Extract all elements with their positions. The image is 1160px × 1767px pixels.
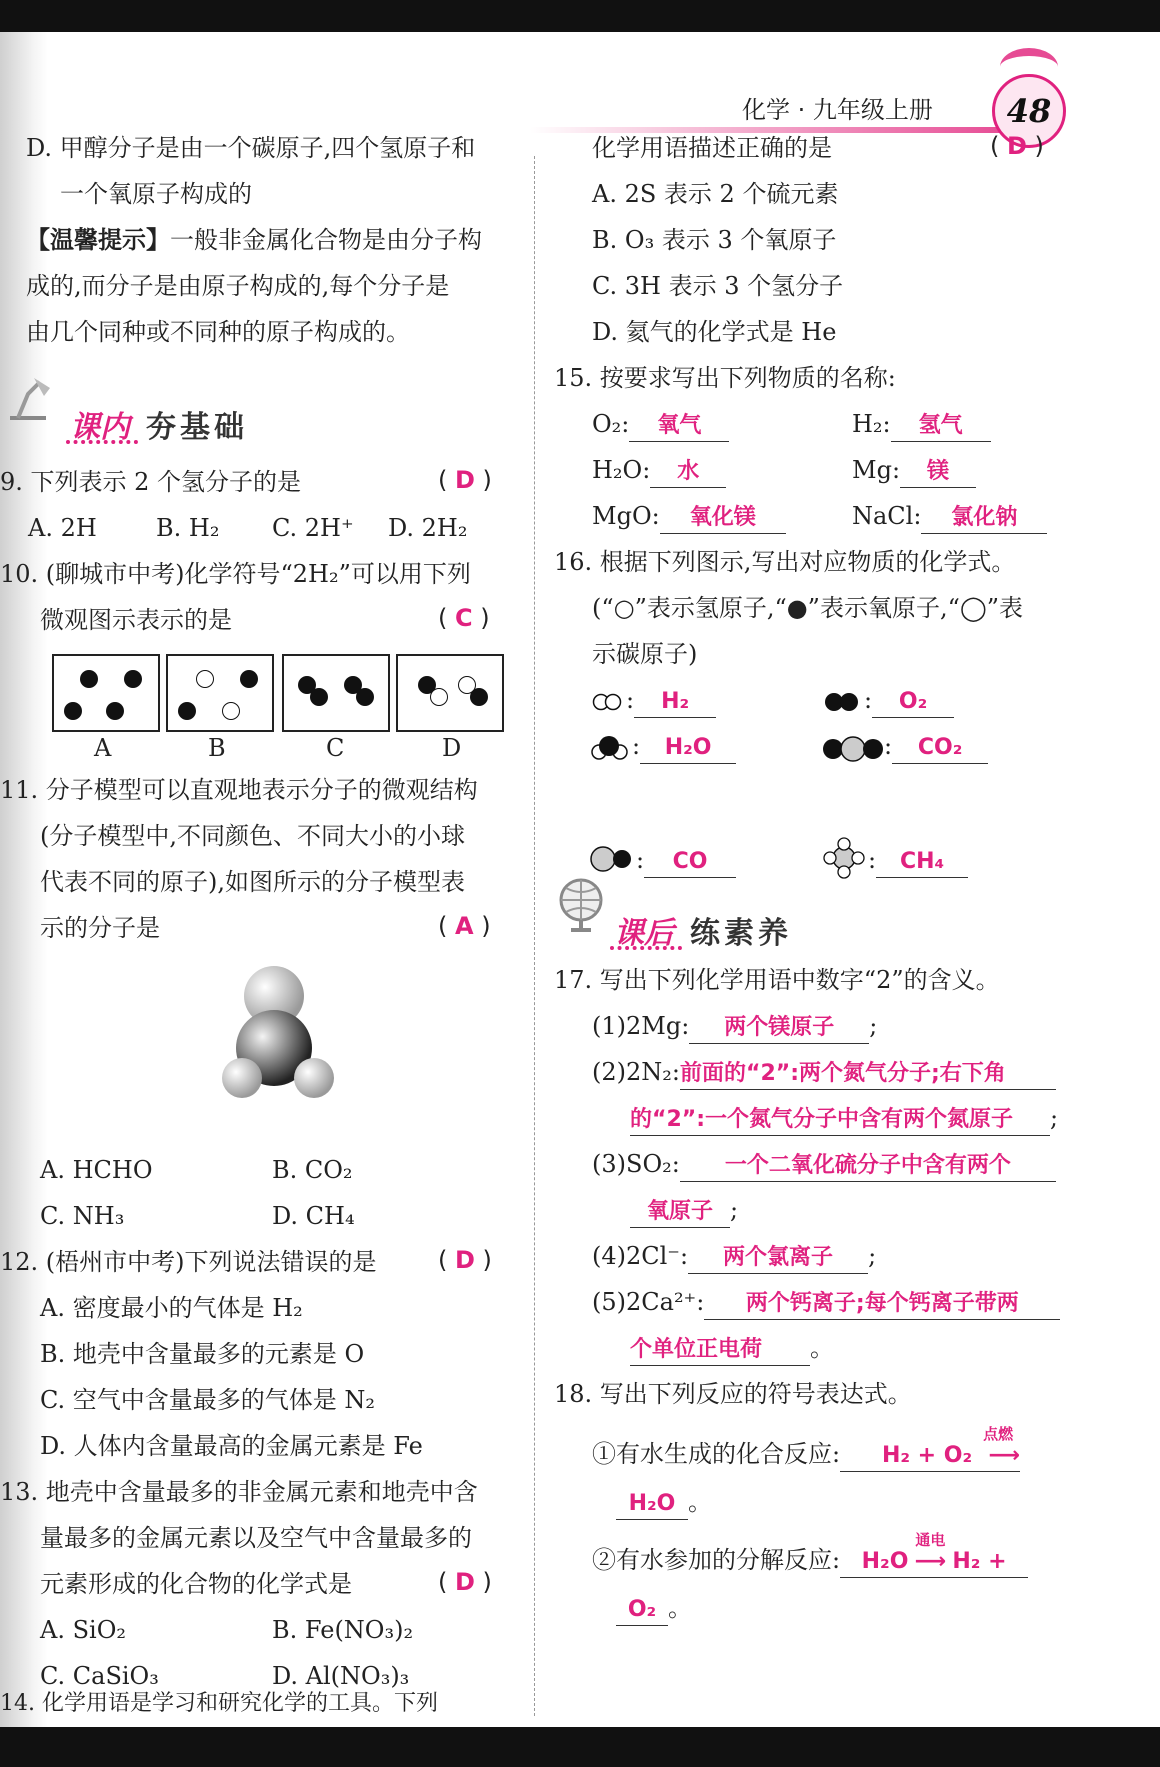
q11-line4: 示的分子是: [40, 914, 160, 942]
q9-answer-bracket: ( D ): [438, 466, 492, 494]
q18-stem: 18. 写出下列反应的符号表达式。: [554, 1380, 912, 1408]
q12-option-b: B. 地壳中含量最多的元素是 O: [40, 1340, 365, 1368]
q15-item-nacl: [852, 500, 1047, 534]
q18-reaction1-line2: [616, 1486, 712, 1520]
q9-option-b: B. H₂: [156, 514, 220, 542]
model-ch4: [822, 836, 866, 880]
q11-answer-bracket: ( A ): [438, 912, 491, 940]
q16-answer-co: CO: [644, 847, 736, 878]
q17-p5-end: 。: [810, 1334, 834, 1362]
q10-label-b: B: [208, 734, 226, 762]
q15-label-mg: Mg:: [852, 456, 901, 484]
q15-label-mgo: MgO:: [592, 502, 660, 530]
model-co: [590, 846, 634, 872]
section2-title-b: 练素养: [690, 916, 792, 951]
q9-option-c: C. 2H⁺: [272, 514, 354, 542]
q16-row2-right: : CO₂: [884, 730, 988, 764]
workbook-page: [0, 32, 1160, 1727]
q18-r1-label: ①有水生成的化合反应:: [592, 1440, 841, 1468]
section2-title-a: 课后: [614, 916, 674, 951]
molecule-model-figure: [214, 962, 344, 1102]
globe-icon: [556, 876, 606, 934]
tip-line3: 由几个同种或不同种的原子构成的。: [26, 318, 410, 346]
q15-item-mg: [852, 454, 976, 488]
q16-answer-o2: O₂: [872, 687, 954, 718]
q11-answer: A: [455, 912, 474, 940]
q10-line2: 微观图示表示的是: [40, 606, 232, 634]
q12-option-a: A. 密度最小的气体是 H₂: [40, 1294, 303, 1322]
q14-line1: 14. 化学用语是学习和研究化学的工具。下列: [0, 1691, 438, 1716]
section1-title-b: 夯基础: [146, 410, 248, 445]
q17-p3-answer1: 一个二氧化硫分子中含有两个: [680, 1151, 1056, 1182]
model-h2o: [590, 732, 630, 762]
q16-row3-right: : CH₄: [868, 844, 968, 878]
q18-reaction2-line1: [592, 1531, 1028, 1578]
tip-line2: 成的,而分子是由原子构成的,每个分子是: [26, 272, 450, 300]
q16-row2-left: : H₂O: [632, 730, 736, 764]
q17-p4-answer: 两个氯离子: [688, 1243, 868, 1274]
q18-r2-condition: 通电: [915, 1531, 946, 1549]
q18-r2-answer2: O₂: [616, 1595, 668, 1626]
q18-r1-answer2: H₂O: [616, 1489, 688, 1520]
q16-answer-ch4: CH₄: [876, 847, 968, 878]
q17-p5-answer1: 两个钙离子;每个钙离子带两: [704, 1289, 1060, 1320]
q17-part4: [592, 1240, 876, 1274]
q17-p5-answer2: 个单位正电荷: [630, 1335, 810, 1366]
q16-answer-h2o: H₂O: [640, 733, 736, 764]
q17-p1-end: ;: [869, 1012, 878, 1040]
q13-option-d: D. Al(NO₃)₃: [272, 1662, 410, 1690]
q17-part3-line2: [630, 1194, 738, 1228]
q17-p1-label: (1)2Mg:: [592, 1012, 690, 1040]
q10-diagram-d: [396, 654, 504, 732]
q16-answer-h2: H₂: [634, 687, 716, 718]
q17-p3-answer2: 氧原子: [630, 1197, 730, 1228]
q16-line2: (“○”表示氢原子,“●”表示氧原子,“◯”表: [592, 594, 1023, 622]
q14-option-d: D. 氦气的化学式是 He: [592, 318, 837, 346]
q17-part2-line2: [630, 1102, 1058, 1136]
q18-r2-end: 。: [668, 1594, 692, 1622]
q15-answer-mgo: 氧化镁: [660, 503, 786, 534]
q15-item-h2o: [592, 454, 726, 488]
q18-r2-label: ②有水参加的分解反应:: [592, 1546, 841, 1574]
q18-reaction1-line1: [592, 1425, 1021, 1472]
q17-p2-end: ;: [1050, 1104, 1059, 1132]
q18-r2-arrow: 通电 ⟶: [908, 1547, 952, 1577]
q15-item-mgo: [592, 500, 786, 534]
q15-answer-mg: 镁: [900, 457, 976, 488]
q17-p2-label: (2)2N₂:: [592, 1058, 680, 1086]
section1-dots: [66, 440, 138, 444]
q18-r1-condition: 点燃: [983, 1425, 1014, 1443]
q18-r1-fill: [840, 1425, 1021, 1472]
q13-line2: 量最多的金属元素以及空气中含量最多的: [40, 1524, 472, 1552]
tip-line1: [26, 224, 482, 256]
q16-line3: 示碳原子): [592, 640, 698, 668]
q10-label-d: D: [442, 734, 462, 762]
q9-stem: 9. 下列表示 2 个氢分子的是: [0, 468, 302, 496]
q17-p4-end: ;: [868, 1242, 877, 1270]
q13-option-a: A. SiO₂: [40, 1616, 127, 1644]
q10-diagram-a: [52, 654, 160, 732]
q18-reaction2-line2: [616, 1592, 692, 1626]
q14-option-c: C. 3H 表示 3 个氢分子: [592, 272, 844, 300]
q15-item-o2: [592, 408, 729, 442]
q8-option-d-line2: 一个氧原子构成的: [60, 180, 252, 208]
q18-r2-fill: [840, 1531, 1028, 1578]
q18-r1-end: 。: [688, 1488, 712, 1516]
badge-swoosh: [1000, 48, 1058, 86]
q12-option-c: C. 空气中含量最多的气体是 N₂: [40, 1386, 376, 1414]
model-co2: [822, 736, 884, 762]
q11-option-d: D. CH₄: [272, 1202, 355, 1230]
q9-option-d: D. 2H₂: [388, 514, 468, 542]
q15-answer-h2o: 水: [650, 457, 726, 488]
q15-stem: 15. 按要求写出下列物质的名称:: [554, 364, 896, 392]
q16-row1-right: : O₂: [864, 684, 954, 718]
q9-answer: D: [455, 466, 475, 494]
q8-option-d-line1: D. 甲醇分子是由一个碳原子,四个氢原子和: [26, 134, 476, 162]
q17-part5-line2: [630, 1332, 834, 1366]
q15-answer-nacl: 氯化钠: [921, 503, 1047, 534]
q13-answer: D: [455, 1568, 475, 1596]
q14-line2: 化学用语描述正确的是: [592, 134, 832, 162]
q17-p4-label: (4)2Cl⁻:: [592, 1242, 689, 1270]
q17-part5-line1: [592, 1286, 1060, 1320]
q15-label-h2: H₂:: [852, 410, 891, 438]
q13-option-c: C. CaSiO₃: [40, 1662, 159, 1690]
q17-p1-answer: 两个镁原子: [689, 1013, 869, 1044]
q10-diagram-b: [166, 654, 274, 732]
q17-part1: [592, 1010, 877, 1044]
q12-answer-bracket: ( D ): [438, 1246, 492, 1274]
q10-diagram-c: [282, 654, 390, 732]
q11-line1: 11. 分子模型可以直观地表示分子的微观结构: [0, 776, 478, 804]
q14-option-a: A. 2S 表示 2 个硫元素: [592, 180, 839, 208]
q15-answer-h2: 氢气: [891, 411, 991, 442]
model-o2: [824, 692, 864, 712]
q14-answer: D: [1007, 132, 1027, 160]
q17-part3-line1: [592, 1148, 1056, 1182]
q11-line3: 代表不同的原子),如图所示的分子模型表: [40, 868, 465, 896]
q17-p5-label: (5)2Ca²⁺:: [592, 1288, 705, 1316]
section1-title-a: 课内: [70, 410, 130, 445]
q12-stem: 12. (梧州市中考)下列说法错误的是: [0, 1248, 377, 1276]
q17-p2-answer2: 的“2”:一个氮气分子中含有两个氮原子: [630, 1105, 1050, 1136]
q17-p2-answer1: 前面的“2”:两个氮气分子;右下角: [680, 1059, 1056, 1090]
q11-line2: (分子模型中,不同颜色、不同大小的小球: [40, 822, 465, 850]
q18-r1-arrow: 点燃 ⟶: [976, 1441, 1020, 1471]
tip-label: 【温馨提示】: [26, 225, 170, 254]
book-title: 化学 · 九年级上册: [742, 96, 933, 124]
q9-option-a: A. 2H: [28, 514, 97, 542]
q15-answer-o2: 氧气: [629, 411, 729, 442]
q14-answer-bracket: ( D ): [990, 132, 1044, 160]
q10-answer: C: [455, 604, 473, 632]
q16-line1: 16. 根据下列图示,写出对应物质的化学式。: [554, 548, 1016, 576]
q11-option-c: C. NH₃: [40, 1202, 125, 1230]
section2-dots: [610, 946, 682, 950]
q11-option-a: A. HCHO: [40, 1156, 153, 1184]
q12-option-d: D. 人体内含量最高的金属元素是 Fe: [40, 1432, 423, 1460]
q16-answer-co2: CO₂: [892, 733, 988, 764]
q10-label-a: A: [94, 734, 112, 762]
q10-answer-bracket: ( C ): [438, 604, 490, 632]
q17-p3-label: (3)SO₂:: [592, 1150, 680, 1178]
q10-label-c: C: [326, 734, 345, 762]
lamp-icon: [4, 374, 52, 422]
q15-label-nacl: NaCl:: [852, 502, 922, 530]
q14-option-b: B. O₃ 表示 3 个氧原子: [592, 226, 837, 254]
q11-option-b: B. CO₂: [272, 1156, 353, 1184]
q17-part2-line1: [592, 1056, 1056, 1090]
column-divider: [534, 156, 535, 1716]
q12-answer: D: [455, 1246, 475, 1274]
model-h2: [592, 692, 626, 712]
q15-item-h2: [852, 408, 991, 442]
q18-r2-answer1b: H₂ +: [952, 1549, 1007, 1574]
q16-row1-left: : H₂: [626, 684, 716, 718]
q13-line1: 13. 地壳中含量最多的非金属元素和地壳中含: [0, 1478, 478, 1506]
q18-r2-answer1: H₂O: [861, 1549, 909, 1574]
q15-label-h2o: H₂O:: [592, 456, 651, 484]
q17-stem: 17. 写出下列化学用语中数字“2”的含义。: [554, 966, 1000, 994]
page-number: 48: [1006, 92, 1052, 130]
q15-label-o2: O₂:: [592, 410, 630, 438]
q13-option-b: B. Fe(NO₃)₂: [272, 1616, 414, 1644]
tip-text1: 一般非金属化合物是由分子构: [170, 226, 482, 254]
q10-line1: 10. (聊城市中考)化学符号“2H₂”可以用下列: [0, 560, 471, 588]
q13-line3: 元素形成的化合物的化学式是: [40, 1570, 352, 1598]
q16-row3-left: : CO: [636, 844, 736, 878]
q17-p3-end: ;: [730, 1196, 739, 1224]
q13-answer-bracket: ( D ): [438, 1568, 492, 1596]
q18-r1-answer1: H₂ + O₂: [881, 1443, 973, 1468]
